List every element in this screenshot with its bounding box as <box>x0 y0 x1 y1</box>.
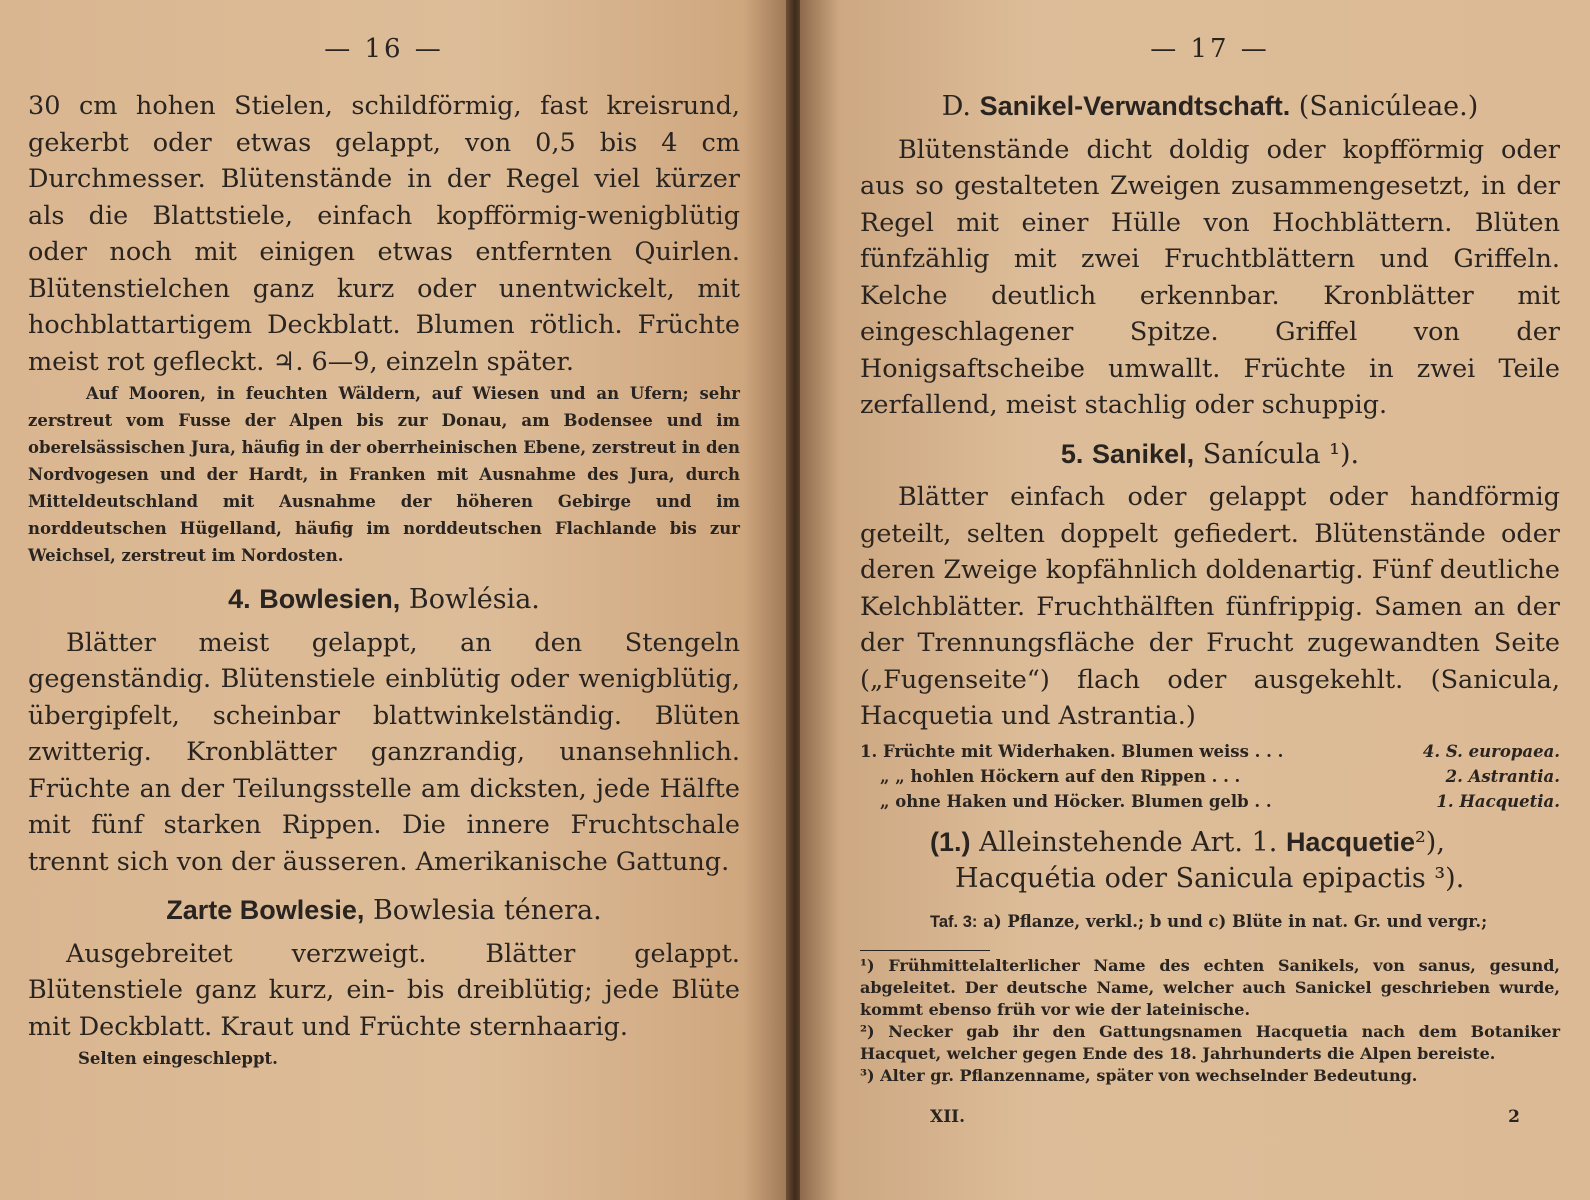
species-latin: Bowlesia ténera. <box>372 895 602 926</box>
footnote: ¹) Frühmittelalterlicher Name des echten Sanikels, von sanus, gesund, abgeleitet. Der deutsche Name, welcher auch Sanickel geschrieben wurde, kommt ebenso früh vor wie der lateinische. <box>860 956 1560 1019</box>
key-text: 1. Früchte mit Widerhaken. Blumen weiss . . . <box>860 741 1284 761</box>
genus-heading <box>28 581 740 619</box>
plate-label: Taf. 3: <box>930 912 978 931</box>
species-name: Zarte Bowlesie, <box>166 895 365 925</box>
heading-text: Alleinstehende Art. 1. <box>979 826 1278 858</box>
paragraph: Blätter meist gelappt, an den Stengeln gegenständig. Blütenstiele einblütig oder wenigblütig, übergipfelt, scheinbar blattwinkelständig. Blüten zwitterig. Kronblätter ganzrandig, unansehnlich. Früchte an der Teilungsstelle am dicksten, jede Hälfte mit fünf starken Rippen. Die innere Fruchtschale trennt sich von der äusseren. Amerikanische Gattung. <box>28 627 740 877</box>
heading-rest: ²), <box>1414 826 1445 858</box>
heading-latin: Sanícula ¹). <box>1202 438 1360 470</box>
paragraph: Blätter einfach oder gelappt oder handförmig geteilt, selten doppelt gefiedert. Blütenstände oder deren Zweige kopfähnlich doldenartig. Fünf deutliche Kelchblätter. Fruchthälften fünfrippig. Samen an der der Trennungsfläche der Frucht zugewandten Seite („Fugenseite“) flach oder ausgekehlt. (Sanicula, Hacquetia und Astrantia.) <box>860 482 1560 731</box>
plate-reference <box>930 904 1560 941</box>
paragraph: Blütenstände dicht doldig oder kopfförmig oder aus so gestalteten Zweigen zusammengesetzt, in der Regel mit einer Hülle von Hochblättern. Blüten fünfzählig mit zwei Fruchtblättern und Griffeln. Kelche deutlich erkennbar. Kronblätter mit eingeschlagener Spitze. Griffel von der Honigsaftscheibe umwallt. Früchte in zwei Teile zerfallend, meist stachlig oder schuppig. <box>860 134 1560 420</box>
left-page-body <box>28 88 740 1072</box>
key-line <box>860 739 1560 764</box>
family-heading <box>860 88 1560 126</box>
page-number: — 17 — <box>1150 34 1270 64</box>
paragraph: Ausgebreitet verzweigt. Blätter gelappt. Blütenstiele ganz kurz, ein- bis dreiblütig; jede Blüte mit Deckblatt. Kraut und Früchte sternhaarig. <box>28 938 740 1042</box>
right-page <box>800 0 1590 1200</box>
species-heading <box>860 824 1560 862</box>
footnote-rule <box>860 950 990 951</box>
species-heading <box>28 892 740 930</box>
footnote: ²) Necker gab ihr den Gattungsnamen Hacquetia nach dem Botaniker Hacquet, welcher gegen Ende des 18. Jahrhunderts die Alpen bereiste. <box>860 1022 1560 1063</box>
heading-name: Sanikel-Verwandtschaft. <box>979 91 1291 121</box>
heading-latin: Bowlésia. <box>408 584 540 615</box>
key-line <box>860 789 1560 814</box>
heading-name: Sanikel, <box>1092 438 1195 469</box>
footnote: ³) Alter gr. Pflanzenname, später von wechselnder Bedeutung. <box>860 1066 1418 1085</box>
printer-signature: XII. <box>930 1107 966 1127</box>
key-ref: 1. Hacquetia. <box>1436 791 1560 811</box>
species-heading-line2: Hacquétia oder Sanicula epipactis ³). <box>955 863 1465 894</box>
key-ref: 2. Astrantia. <box>1445 766 1560 786</box>
key-text: „ „ hohlen Höckern auf den Rippen . . . <box>880 766 1241 786</box>
habitat-note: Selten eingeschleppt. <box>78 1049 278 1068</box>
page-number: — 16 — <box>324 34 444 64</box>
left-page <box>0 0 790 1200</box>
heading-number: 4. <box>228 584 251 614</box>
habitat-note: Auf Mooren, in feuchten Wäldern, auf Wiesen und an Ufern; sehr zerstreut vom Fusse der Alpen bis zur Donau, am Bodensee und im oberelsässischen Jura, häufig in der oberrheinischen Ebene, zerstreut in den Nordvogesen und der Hardt, in Franken mit Ausnahme des Jura, durch Mitteldeutschland mit Ausnahme der höheren Gebirge und im norddeutschen Hügelland, häufig im norddeutschen Flachlande bis zur Weichsel, zerstreut im Nordosten. <box>28 384 740 565</box>
genus-heading <box>860 436 1560 474</box>
key-ref: 4. S. europaea. <box>1422 741 1560 761</box>
key-line <box>860 764 1560 789</box>
identification-key <box>860 739 1560 814</box>
heading-number: (1.) <box>930 826 971 857</box>
key-text: „ ohne Haken und Höcker. Blumen gelb . . <box>880 791 1272 811</box>
heading-letter: D. <box>941 91 971 122</box>
signature-line <box>860 1099 1560 1136</box>
right-page-body <box>860 88 1560 1136</box>
heading-name: Bowlesien, <box>259 584 401 614</box>
sheet-number: 2 <box>1508 1107 1520 1127</box>
paragraph: 30 cm hohen Stielen, schildförmig, fast kreisrund, gekerbt oder etwas gelappt, von 0,5 bis 4 cm Durchmesser. Blütenstände in der Regel viel kürzer als die Blattstiele, einfach kopfförmig-wenigblütig oder noch mit einigen etwas entfernten Quirlen. Blütenstielchen ganz kurz oder unentwickelt, mit hochblattartigem Deckblatt. Blumen rötlich. Früchte meist rot gefleckt. ♃. 6—9, einzeln später. <box>28 91 740 377</box>
heading-number: 5. <box>1060 438 1084 469</box>
heading-name: Hacquetie <box>1285 826 1415 857</box>
heading-latin: (Sanicúleae.) <box>1298 91 1479 122</box>
plate-text: a) Pflanze, verkl.; b und c) Blüte in nat. Gr. und vergr.; <box>983 911 1488 931</box>
